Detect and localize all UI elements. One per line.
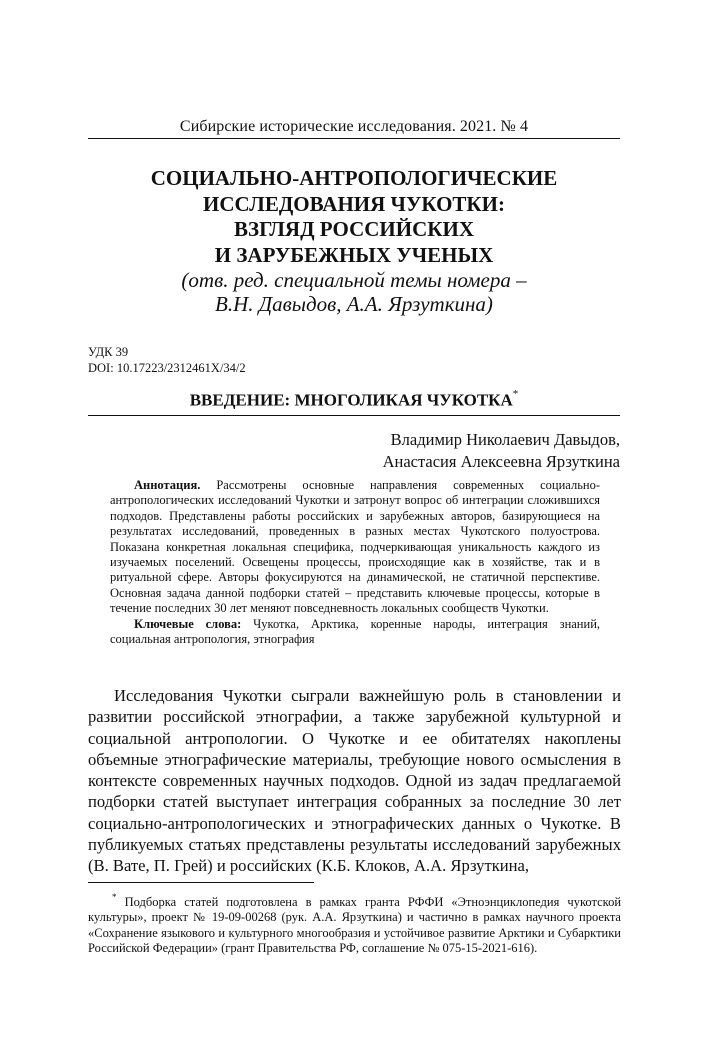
- footnote-rule: [88, 882, 314, 883]
- body-paragraph: Исследования Чукотки сыграли важнейшую роль в становлении и развитии российской этнографии, а также зарубежной культурной и социальной антропологии. О Чукотке и ее обитателях накоплены объемные этнографические материалы, требующие нового осмысления в контексте современных научных подходов. Одной из задач предлагаемой подборки статей выступает интеграция собранных за последние 30 лет социально-антропологических и этнографических данных о Чукотке. В публикуемых статьях представлены результаты исследований зарубежных (В. Вате, П. Грей) и российских (К.Б. Клоков, А.А. Ярзуткина,: [88, 686, 621, 876]
- running-header: Сибирские исторические исследования. 2021. № 4: [179, 118, 529, 135]
- authors: [383, 429, 620, 473]
- section-editors: [88, 268, 620, 316]
- doi: DOI: 10.17223/2312461X/34/2: [88, 361, 246, 375]
- keywords-paragraph: [110, 617, 600, 648]
- footnote-paragraph: [88, 891, 621, 956]
- section-title-line: И ЗАРУБЕЖНЫХ УЧЕНЫХ: [214, 242, 494, 267]
- section-title-line: ИССЛЕДОВАНИЯ ЧУКОТКИ:: [203, 191, 505, 216]
- footnote-marker[interactable]: *: [512, 388, 519, 400]
- abstract-label: Аннотация.: [134, 478, 201, 492]
- footnote-text: Подборка статей подготовлена в рамках гранта РФФИ «Этноэнциклопедия чукотской культуры», проект № 19-09-00268 (рук. А.А. Ярзуткина) и частично в рамках научного проекта «Сохранение языкового и культурного многообразия и устойчивое развитие Арктики и Субарктики Российской Федерации» (грант Правительства РФ, соглашение № 075-15-2021-616).: [88, 895, 622, 956]
- section-editors-line: (отв. ред. специальной темы номера –: [181, 268, 527, 292]
- section-title-line: ВЗГЛЯД РОССИЙСКИХ: [234, 217, 474, 241]
- footnote-mark: *: [112, 892, 117, 902]
- article-title-text: ВВЕДЕНИЕ: МНОГОЛИКАЯ ЧУКОТКА: [189, 390, 513, 410]
- article-title: [88, 386, 620, 411]
- section-title: [88, 166, 620, 268]
- author-name: Владимир Николаевич Давыдов,: [390, 430, 620, 449]
- abstract-text: Рассмотрены основные направления современных социально-антропологических исследований Чукотки и затронут вопрос об интеграции сложившихся подходов. Представлены работы российских и зарубежных авторов, базирующиеся на результатах исследований, проведенных в разных местах Чукотского полуострова. Показана конкретная локальная специфика, подчеркивающая уникальность каждого из изучаемых поселений. Освещены процессы, происходящие как в хозяйстве, так и в ритуальной сфере. Авторы фокусируются на динамической, не статичной перспективе. Основная задача данной подборки статей – представить ключевые процессы, которые в течение последних 30 лет меняют повседневность локальных сообществ Чукотки.: [110, 478, 600, 616]
- section-title-line: СОЦИАЛЬНО-АНТРОПОЛОГИЧЕСКИЕ: [150, 166, 558, 190]
- author-name: Анастасия Алексеевна Ярзуткина: [382, 452, 620, 471]
- header-rule: [88, 138, 620, 139]
- abstract: [110, 478, 600, 647]
- keywords-text: Чукотка, Арктика, коренные народы, интеграция знаний, социальная антропология, этнография: [110, 616, 601, 647]
- abstract-paragraph: [110, 478, 600, 617]
- section-editors-line: В.Н. Давыдов, А.А. Ярзуткина): [215, 292, 493, 316]
- keywords-label: Ключевые слова:: [134, 616, 242, 631]
- udk-code: УДК 39: [88, 345, 129, 359]
- footnote: [88, 891, 621, 956]
- body-text: [88, 685, 621, 877]
- title-rule: [88, 415, 620, 416]
